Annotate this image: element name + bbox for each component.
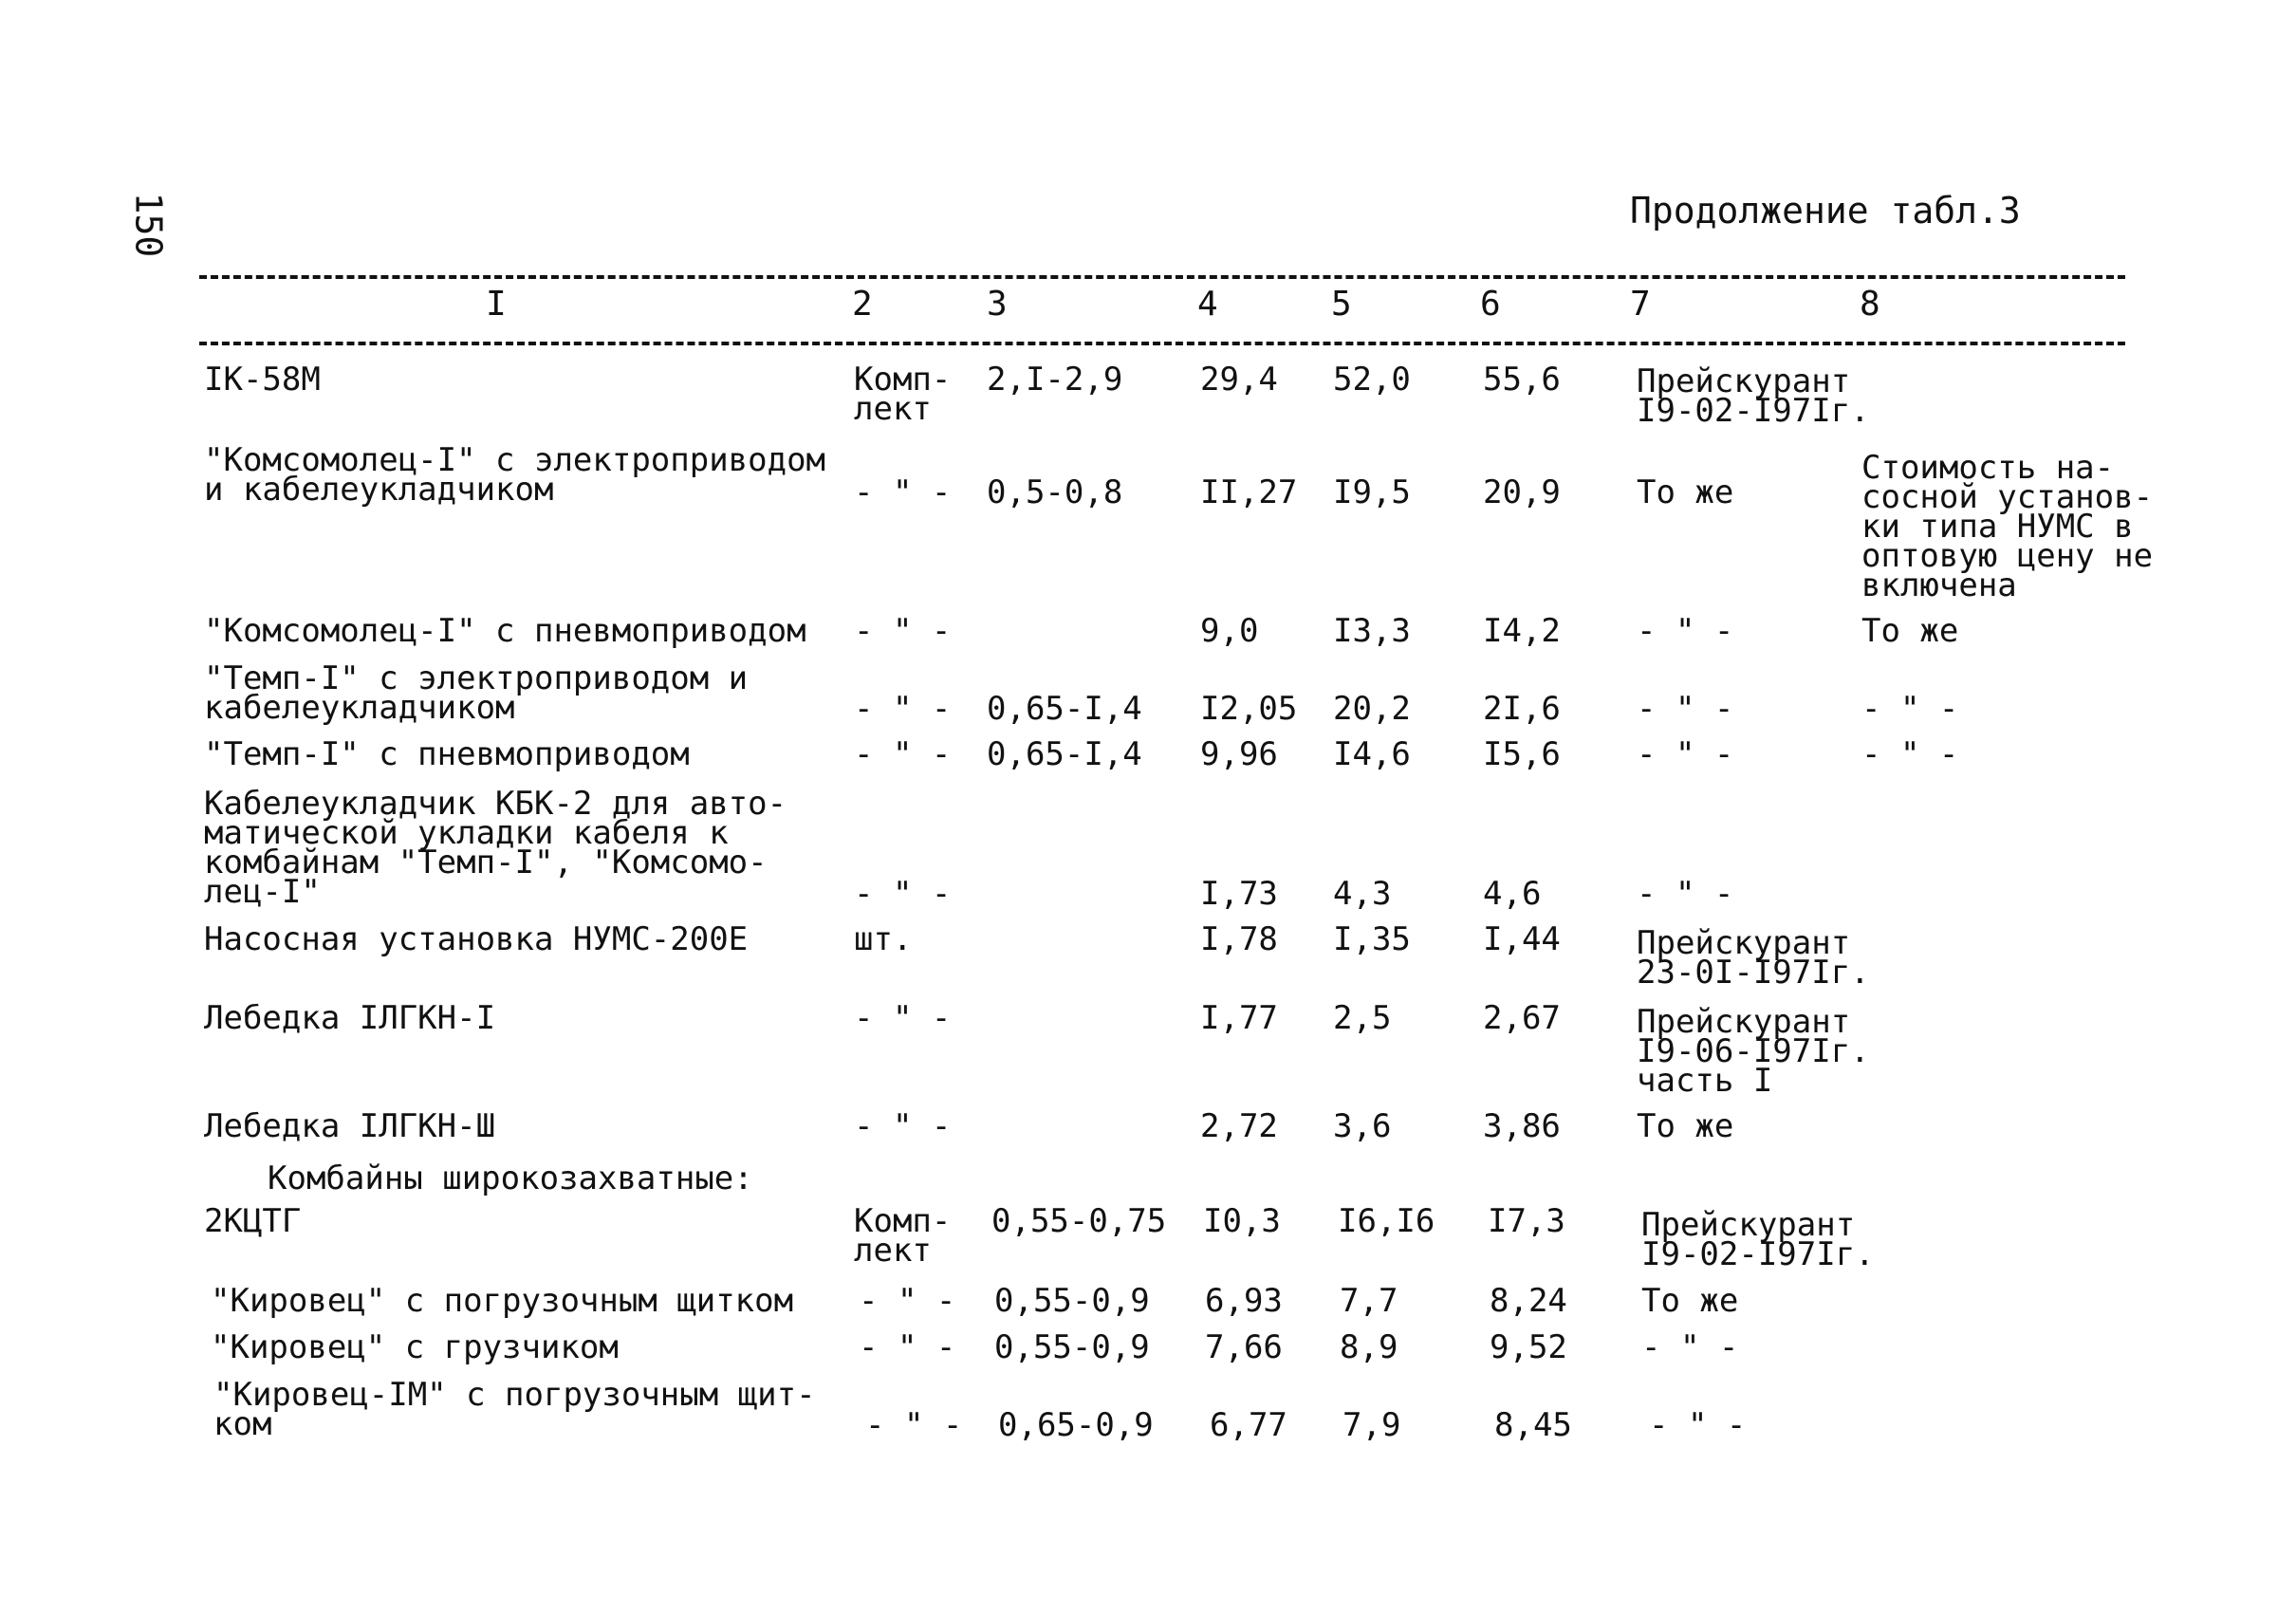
cell-value-6: 8,45: [1494, 1406, 1572, 1444]
cell-source: - " -: [1641, 1328, 1739, 1366]
cell-note: Стоимость на- сосной установ- ки типа НУМС в оптовую цену не включена: [1861, 449, 2154, 604]
cell-name: Лебедка IЛГКН-Ш: [204, 1107, 496, 1145]
cell-value-5: 7,7: [1340, 1282, 1398, 1320]
cell-source: - " -: [1637, 875, 1734, 913]
cell-source: То же: [1641, 1282, 1739, 1320]
cell-value-6: I4,2: [1483, 612, 1561, 650]
cell-value-5: 3,6: [1333, 1107, 1392, 1145]
cell-source: Прейскурант I9-02-I97Iг.: [1641, 1206, 1875, 1273]
cell-range: 0,55-0,9: [994, 1282, 1150, 1320]
cell-value-5: 20,2: [1333, 690, 1411, 728]
cell-name: "Темп-I" с электроприводом и кабелеукладчиком: [204, 659, 749, 727]
cell-value-6: 20,9: [1483, 473, 1561, 511]
cell-name: IК-58М: [204, 361, 321, 399]
cell-name: 2КЦТГ: [204, 1202, 302, 1240]
header-col-6: 6: [1480, 285, 1501, 324]
cell-value-4: 6,77: [1210, 1406, 1287, 1444]
cell-value-5: 52,0: [1333, 361, 1411, 399]
header-col-5: 5: [1331, 285, 1352, 324]
cell-value-4: I,78: [1200, 920, 1278, 958]
cell-value-4: 7,66: [1205, 1328, 1283, 1366]
cell-range: 0,5-0,8: [987, 473, 1123, 511]
cell-range: 0,55-0,75: [991, 1202, 1167, 1240]
cell-range: 0,65-0,9: [998, 1406, 1154, 1444]
cell-source: - " -: [1637, 735, 1734, 773]
cell-source: То же: [1637, 473, 1734, 511]
cell-unit: - " -: [854, 473, 952, 511]
header-top-rule: [199, 275, 2125, 279]
cell-unit: - " -: [865, 1406, 963, 1444]
cell-range: 0,55-0,9: [994, 1328, 1150, 1366]
cell-value-4: 29,4: [1200, 361, 1278, 399]
cell-unit: - " -: [859, 1282, 956, 1320]
cell-range: 2,I-2,9: [987, 361, 1123, 399]
cell-unit: - " -: [854, 690, 952, 728]
cell-source: Прейскурант I9-06-I97Iг. часть I: [1637, 1003, 1870, 1100]
cell-value-5: 4,3: [1333, 875, 1392, 913]
cell-value-4: 6,93: [1205, 1282, 1283, 1320]
cell-unit: - " -: [854, 1107, 952, 1145]
header-col-1: I: [486, 285, 507, 324]
table-continuation-title: Продолжение табл.3: [1630, 190, 2021, 232]
cell-value-6: I,44: [1483, 920, 1561, 958]
cell-name: "Комсомолец-I" с электроприводом и кабелеукладчиком: [204, 441, 826, 509]
cell-source: - " -: [1649, 1406, 1747, 1444]
cell-name: "Комсомолец-I" с пневмоприводом: [204, 612, 806, 650]
header-col-2: 2: [852, 285, 873, 324]
cell-source: Прейскурант 23-0I-I97Iг.: [1637, 924, 1870, 992]
cell-note: - " -: [1861, 735, 1959, 773]
cell-value-6: 3,86: [1483, 1107, 1561, 1145]
cell-value-5: I3,3: [1333, 612, 1411, 650]
cell-source: Прейскурант I9-02-I97Iг.: [1637, 362, 1870, 430]
header-col-3: 3: [987, 285, 1008, 324]
cell-source: То же: [1637, 1107, 1734, 1145]
cell-value-4: I,73: [1200, 875, 1278, 913]
cell-source: - " -: [1637, 612, 1734, 650]
cell-range: 0,65-I,4: [987, 735, 1142, 773]
cell-value-5: 8,9: [1340, 1328, 1398, 1366]
header-bottom-rule: [199, 342, 2125, 345]
cell-value-4: 9,96: [1200, 735, 1278, 773]
cell-name: Кабелеукладчик КБК-2 для авто- матической укладки кабеля к комбайнам "Темп-I", "Комсомо- лец-I": [204, 785, 787, 911]
cell-unit: - " -: [854, 999, 952, 1037]
cell-note: - " -: [1861, 690, 1959, 728]
cell-value-6: I5,6: [1483, 735, 1561, 773]
cell-value-6: 2I,6: [1483, 690, 1561, 728]
cell-value-5: 7,9: [1342, 1406, 1401, 1444]
cell-name: Лебедка IЛГКН-I: [204, 999, 496, 1037]
cell-value-4: I2,05: [1200, 690, 1298, 728]
cell-range: 0,65-I,4: [987, 690, 1142, 728]
cell-value-5: 2,5: [1333, 999, 1392, 1037]
cell-value-6: 55,6: [1483, 361, 1561, 399]
cell-unit: - " -: [859, 1328, 956, 1366]
cell-name: Насосная установка НУМС-200Е: [204, 920, 749, 958]
cell-unit: Комп- лект: [854, 1202, 952, 1270]
section-label: Комбайны широкозахватные:: [268, 1159, 753, 1197]
cell-value-6: 4,6: [1483, 875, 1542, 913]
cell-value-4: 9,0: [1200, 612, 1259, 650]
cell-value-5: I6,I6: [1338, 1202, 1435, 1240]
cell-value-5: I4,6: [1333, 735, 1411, 773]
cell-unit: - " -: [854, 735, 952, 773]
cell-name: "Кировец-IМ" с погрузочным щит- ком: [213, 1376, 816, 1443]
cell-value-5: I9,5: [1333, 473, 1411, 511]
cell-unit: - " -: [854, 612, 952, 650]
cell-unit: - " -: [854, 875, 952, 913]
cell-value-4: II,27: [1200, 473, 1298, 511]
cell-value-6: I7,3: [1488, 1202, 1565, 1240]
cell-value-4: I,77: [1200, 999, 1278, 1037]
cell-value-4: I0,3: [1203, 1202, 1281, 1240]
header-col-7: 7: [1630, 285, 1651, 324]
cell-name: "Кировец" с грузчиком: [211, 1328, 619, 1366]
cell-value-6: 2,67: [1483, 999, 1561, 1037]
header-col-8: 8: [1860, 285, 1880, 324]
cell-note: То же: [1861, 612, 1959, 650]
cell-unit: шт.: [854, 920, 913, 958]
header-col-4: 4: [1197, 285, 1218, 324]
cell-value-5: I,35: [1333, 920, 1411, 958]
cell-name: "Темп-I" с пневмоприводом: [204, 735, 690, 773]
cell-value-6: 8,24: [1490, 1282, 1567, 1320]
cell-source: - " -: [1637, 690, 1734, 728]
cell-name: "Кировец" с погрузочным щитком: [211, 1282, 794, 1320]
cell-value-4: 2,72: [1200, 1107, 1278, 1145]
cell-value-6: 9,52: [1490, 1328, 1567, 1366]
page-number: 150: [127, 192, 170, 258]
cell-unit: Комп- лект: [854, 361, 952, 428]
